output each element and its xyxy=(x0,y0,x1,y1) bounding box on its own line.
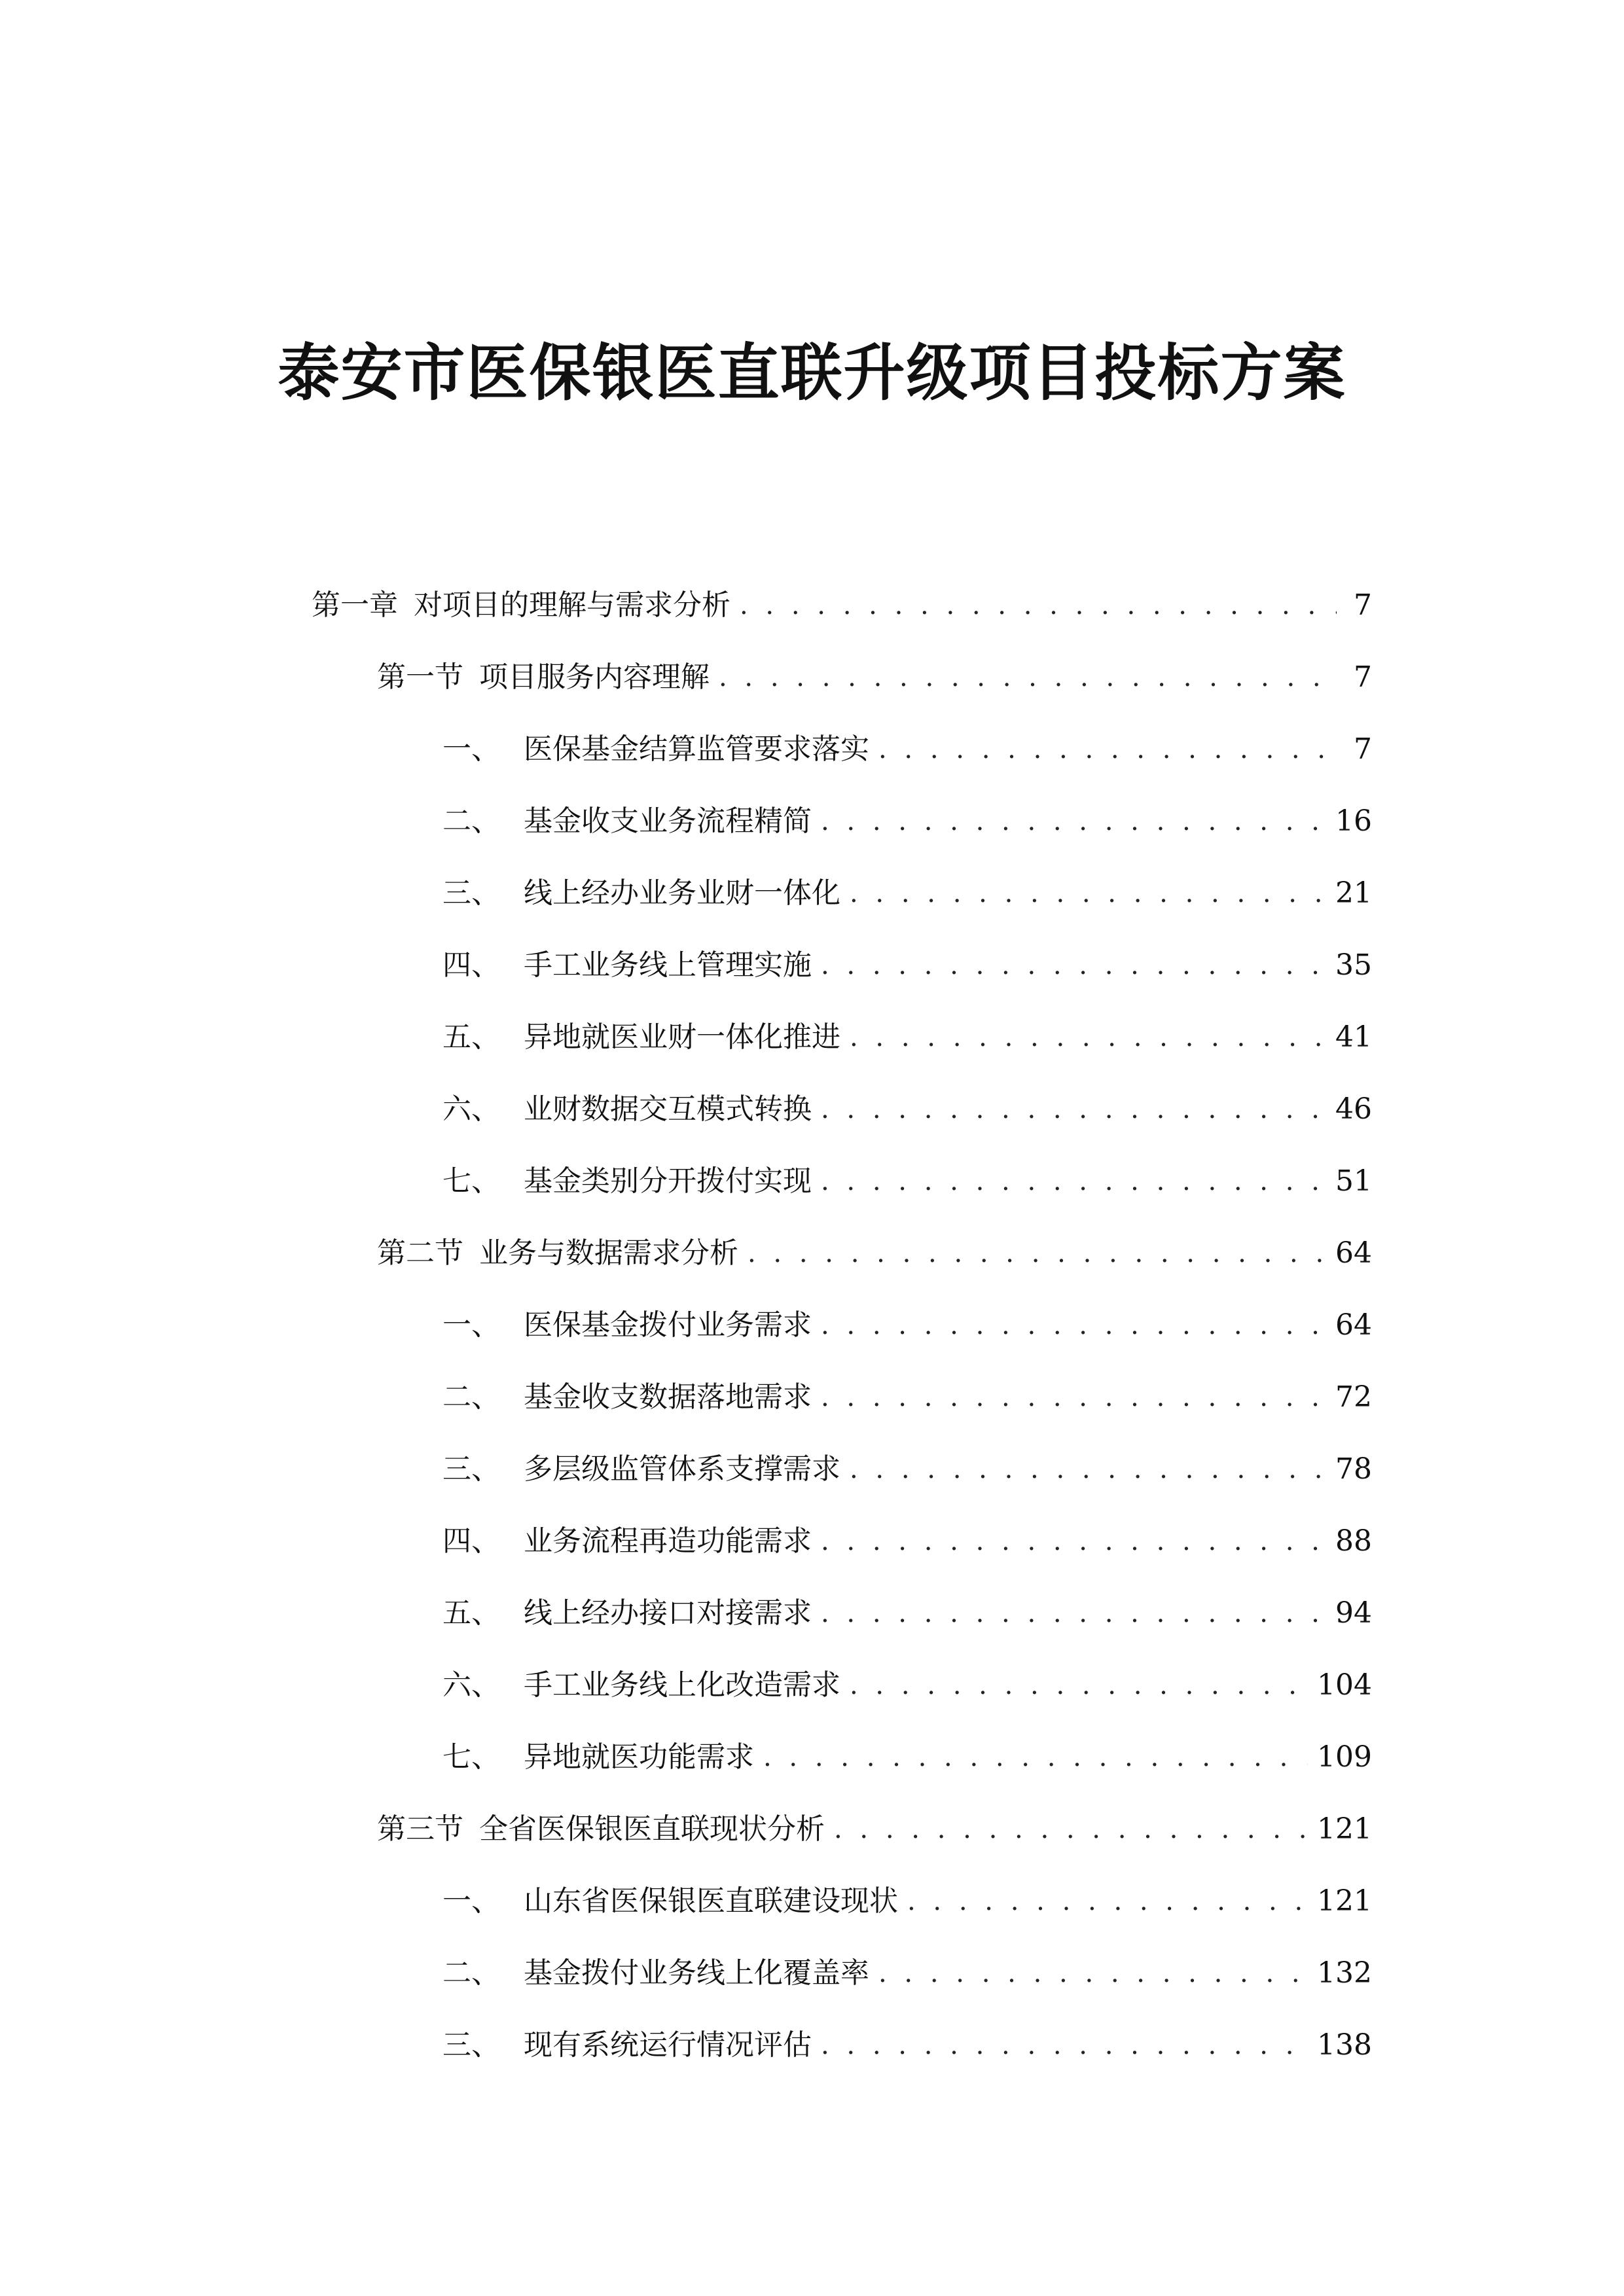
toc-dot-leader xyxy=(907,1865,1308,1937)
toc-entry-number: 六、 xyxy=(442,1092,500,1126)
toc-page-number: 35 xyxy=(1335,948,1372,982)
toc-page-number: 132 xyxy=(1317,1956,1372,1990)
toc-entry-number: 五、 xyxy=(442,1596,500,1630)
toc-dot-leader xyxy=(850,1001,1326,1073)
toc-entry-label xyxy=(442,1433,840,1505)
toc-entry-number: 四、 xyxy=(442,948,500,982)
toc-entry-number: 一、 xyxy=(442,1308,500,1342)
toc-entry-text: 基金收支业务流程精简 xyxy=(524,804,812,838)
toc-entry-label xyxy=(442,2009,812,2081)
toc-dot-leader xyxy=(850,1649,1308,1721)
toc-entry-number: 第一节 xyxy=(377,660,463,694)
toc-entry-number: 三、 xyxy=(442,876,500,910)
toc-dot-leader xyxy=(850,1433,1326,1505)
toc-entry-number: 二、 xyxy=(442,804,500,838)
toc-page-number: 16 xyxy=(1335,804,1372,838)
toc-entry-text: 对项目的理解与需求分析 xyxy=(414,588,731,622)
toc-page-number: 121 xyxy=(1317,1884,1372,1918)
toc-entry-number: 一、 xyxy=(442,732,500,766)
toc-entry-number: 第二节 xyxy=(377,1236,463,1270)
toc-entry-number: 第一章 xyxy=(312,588,398,622)
toc-entry[interactable] xyxy=(312,785,1372,857)
toc-page-number: 41 xyxy=(1335,1020,1372,1054)
toc-entry-number: 四、 xyxy=(442,1524,500,1558)
toc-entry-text: 现有系统运行情况评估 xyxy=(524,2028,812,2062)
toc-entry[interactable] xyxy=(312,2009,1372,2081)
toc-page-number: 64 xyxy=(1335,1308,1372,1342)
toc-page-number: 7 xyxy=(1354,660,1372,694)
toc-entry-text: 山东省医保银医直联建设现状 xyxy=(524,1884,898,1918)
toc-page-number: 94 xyxy=(1335,1596,1372,1630)
toc-entry-number: 五、 xyxy=(442,1020,500,1054)
toc-page-number: 21 xyxy=(1335,876,1372,910)
toc-page-number: 46 xyxy=(1335,1092,1372,1126)
toc-dot-leader xyxy=(821,1577,1326,1649)
toc-entry[interactable] xyxy=(312,1649,1372,1721)
toc-entry[interactable] xyxy=(312,1289,1372,1361)
toc-entry[interactable] xyxy=(312,929,1372,1001)
toc-entry-label xyxy=(377,641,710,713)
toc-dot-leader xyxy=(821,1145,1326,1217)
toc-entry-label xyxy=(442,785,812,857)
toc-entry-label xyxy=(442,857,840,929)
toc-entry-text: 医保基金结算监管要求落实 xyxy=(524,732,869,766)
toc-dot-leader xyxy=(878,1937,1308,2009)
toc-entry-label xyxy=(377,1217,738,1289)
toc-entry-label xyxy=(442,1505,812,1577)
toc-entry[interactable] xyxy=(312,1793,1372,1865)
toc-dot-leader xyxy=(850,857,1326,929)
toc-entry-text: 基金拨付业务线上化覆盖率 xyxy=(524,1956,869,1990)
toc-page-number: 104 xyxy=(1317,1668,1372,1702)
toc-entry[interactable] xyxy=(312,1001,1372,1073)
toc-entry-label xyxy=(442,1577,812,1649)
toc-page-number: 72 xyxy=(1335,1380,1372,1414)
toc-entry[interactable] xyxy=(312,641,1372,713)
toc-entry-text: 多层级监管体系支撑需求 xyxy=(524,1452,840,1486)
toc-dot-leader xyxy=(763,1721,1308,1793)
toc-dot-leader xyxy=(719,641,1337,713)
toc-entry[interactable] xyxy=(312,1721,1372,1793)
toc-entry-text: 基金收支数据落地需求 xyxy=(524,1380,812,1414)
toc-dot-leader xyxy=(821,929,1326,1001)
toc-entry[interactable] xyxy=(312,1433,1372,1505)
toc-entry-number: 二、 xyxy=(442,1380,500,1414)
toc-entry-number: 一、 xyxy=(442,1884,500,1918)
toc-entry-number: 二、 xyxy=(442,1956,500,1990)
toc-entry-number: 三、 xyxy=(442,2028,500,2062)
toc-entry-label xyxy=(442,1073,812,1145)
toc-entry-label xyxy=(377,1793,825,1865)
toc-entry-text: 全省医保银医直联现状分析 xyxy=(479,1812,825,1846)
toc-entry-number: 第三节 xyxy=(377,1812,463,1846)
toc-entry-label xyxy=(312,569,731,641)
toc-entry-text: 手工业务线上管理实施 xyxy=(524,948,812,982)
toc-entry-text: 医保基金拨付业务需求 xyxy=(524,1308,812,1342)
toc-entry[interactable] xyxy=(312,1145,1372,1217)
toc-entry-label xyxy=(442,1649,840,1721)
toc-page-number: 51 xyxy=(1335,1164,1372,1198)
toc-entry-text: 手工业务线上化改造需求 xyxy=(524,1668,840,1702)
toc-entry-label xyxy=(442,1937,869,2009)
toc-entry-number: 六、 xyxy=(442,1668,500,1702)
toc-entry-label xyxy=(442,713,869,785)
toc-dot-leader xyxy=(878,713,1337,785)
toc-entry[interactable] xyxy=(312,1577,1372,1649)
toc-entry[interactable] xyxy=(312,713,1372,785)
toc-entry[interactable] xyxy=(312,1361,1372,1433)
toc-entry-text: 基金类别分开拨付实现 xyxy=(524,1164,812,1198)
toc-page-number: 7 xyxy=(1354,732,1372,766)
toc-entry-number: 七、 xyxy=(442,1740,500,1774)
document-title: 泰安市医保银医直联升级项目投标方案 xyxy=(278,337,1346,409)
toc-entry[interactable] xyxy=(312,1937,1372,2009)
toc-entry-label xyxy=(442,1361,812,1433)
toc-page-number: 78 xyxy=(1335,1452,1372,1486)
toc-dot-leader xyxy=(821,2009,1308,2081)
toc-dot-leader xyxy=(748,1217,1326,1289)
toc-entry[interactable] xyxy=(312,1865,1372,1937)
toc-entry-text: 业财数据交互模式转换 xyxy=(524,1092,812,1126)
toc-dot-leader xyxy=(821,1289,1326,1361)
toc-page-number: 109 xyxy=(1317,1740,1372,1774)
toc-entry-text: 业务与数据需求分析 xyxy=(479,1236,738,1270)
toc-dot-leader xyxy=(821,785,1326,857)
toc-page-number: 121 xyxy=(1317,1812,1372,1846)
toc-entry[interactable] xyxy=(312,1217,1372,1289)
toc-page-number: 7 xyxy=(1354,588,1372,622)
toc-entry-number: 三、 xyxy=(442,1452,500,1486)
toc-entry-text: 业务流程再造功能需求 xyxy=(524,1524,812,1558)
toc-entry-label xyxy=(442,1865,898,1937)
toc-entry-label xyxy=(442,929,812,1001)
toc-dot-leader xyxy=(740,569,1337,641)
toc-entry-label xyxy=(442,1289,812,1361)
toc-dot-leader xyxy=(834,1793,1308,1865)
toc-entry-label xyxy=(442,1001,840,1073)
toc-entry-label xyxy=(442,1145,812,1217)
toc-entry-text: 异地就医功能需求 xyxy=(524,1740,754,1774)
toc-entry[interactable] xyxy=(312,569,1372,641)
toc-entry-text: 异地就医业财一体化推进 xyxy=(524,1020,840,1054)
toc-entry[interactable] xyxy=(312,857,1372,929)
toc-entry[interactable] xyxy=(312,1073,1372,1145)
toc-page-number: 64 xyxy=(1335,1236,1372,1270)
table-of-contents xyxy=(312,569,1372,2081)
toc-entry-text: 项目服务内容理解 xyxy=(479,660,710,694)
toc-dot-leader xyxy=(821,1073,1326,1145)
toc-entry-label xyxy=(442,1721,754,1793)
toc-entry-number: 七、 xyxy=(442,1164,500,1198)
toc-dot-leader xyxy=(821,1505,1326,1577)
toc-page-number: 88 xyxy=(1335,1524,1372,1558)
toc-entry-text: 线上经办业务业财一体化 xyxy=(524,876,840,910)
toc-entry[interactable] xyxy=(312,1505,1372,1577)
toc-dot-leader xyxy=(821,1361,1326,1433)
toc-entry-text: 线上经办接口对接需求 xyxy=(524,1596,812,1630)
toc-page-number: 138 xyxy=(1317,2028,1372,2062)
